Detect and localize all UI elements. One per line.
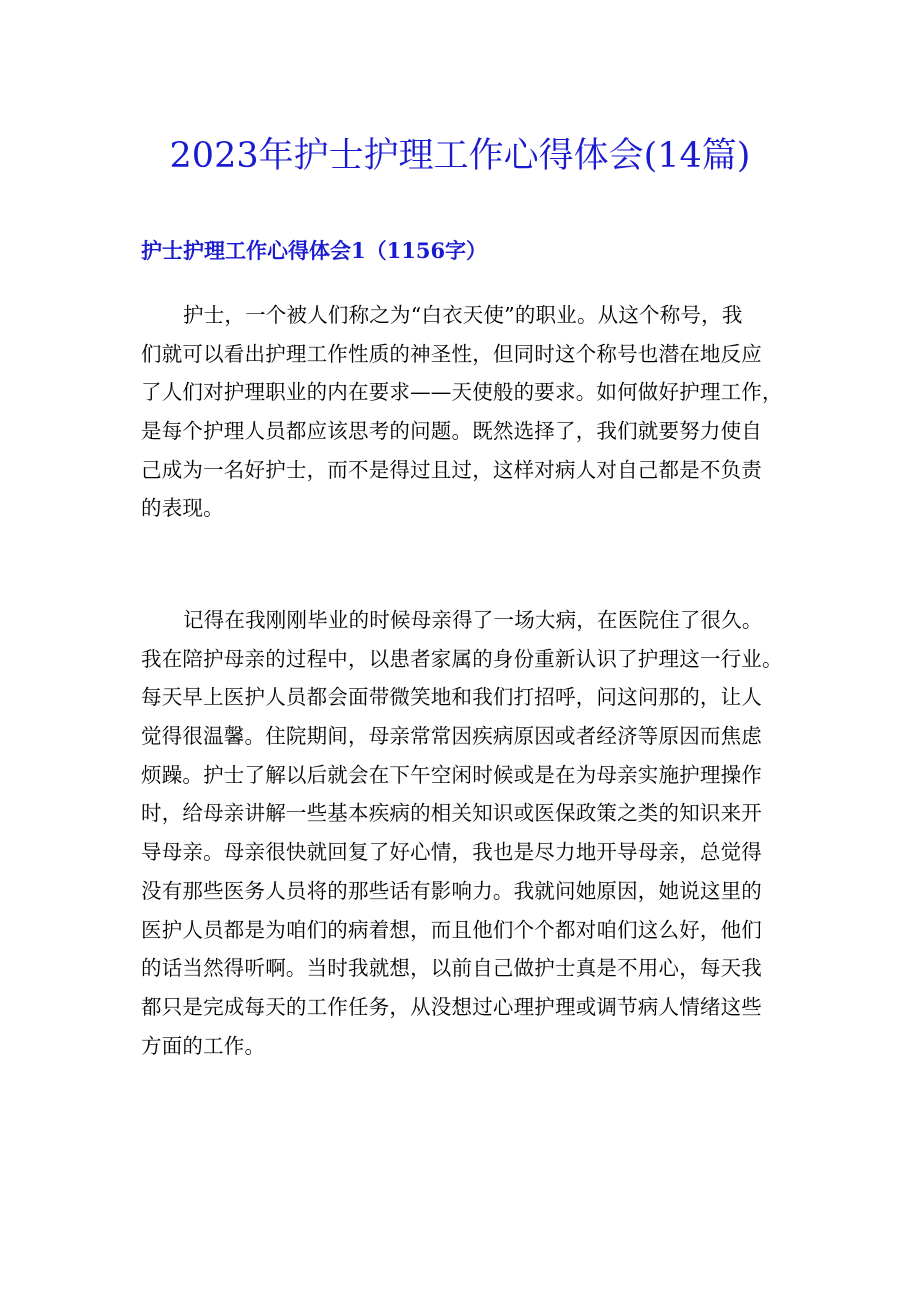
paragraph-line: 的话当然得听啊。当时我就想，以前自己做护士真是不用心，每天我: [141, 956, 762, 981]
paragraph-line: 了人们对护理职业的内在要求——天使般的要求。如何做好护理工作，: [141, 380, 783, 405]
paragraph-line: 是每个护理人员都应该思考的问题。既然选择了，我们就要努力使自: [141, 419, 762, 444]
paragraph-line: 己成为一名好护士，而不是得过且过，这样对病人对自己都是不负责: [141, 457, 762, 482]
paragraph-line: 导母亲。母亲很快就回复了好心情，我也是尽力地开导母亲，总觉得: [141, 840, 762, 865]
section-heading: 护士护理工作心得体会1（1156字）: [141, 238, 488, 263]
paragraph-line: 我在陪护母亲的过程中，以患者家属的身份重新认识了护理这一行业。: [141, 646, 783, 671]
paragraph-line: 医护人员都是为咱们的病着想，而且他们个个都对咱们这么好，他们: [141, 917, 762, 942]
paragraph-line: 烦躁。护士了解以后就会在下午空闲时候或是在为母亲实施护理操作: [141, 762, 762, 787]
paragraph-line: 时，给母亲讲解一些基本疾病的相关知识或医保政策之类的知识来开: [141, 801, 762, 826]
paragraph-line: 护士，一个被人们称之为“白衣天使”的职业。从这个称号，我: [183, 303, 743, 327]
paragraph-1: [141, 296, 801, 528]
paragraph-line: 觉得很温馨。住院期间，母亲常常因疾病原因或者经济等原因而焦虑: [141, 724, 762, 749]
paragraph-line: 每天早上医护人员都会面带微笑地和我们打招呼，问这问那的，让人: [141, 685, 762, 710]
paragraph-line: 都只是完成每天的工作任务，从没想过心理护理或调节病人情绪这些: [141, 994, 762, 1019]
paragraph-line: 们就可以看出护理工作性质的神圣性，但同时这个称号也潜在地反应: [141, 341, 762, 366]
paragraph-line: 方面的工作。: [141, 1033, 266, 1058]
document-title: 2023年护士护理工作心得体会(14篇): [169, 136, 751, 176]
paragraph-line: 没有那些医务人员将的那些话有影响力。我就问她原因，她说这里的: [141, 878, 762, 903]
paragraph-line: 记得在我刚刚毕业的时候母亲得了一场大病，在医院住了很久。: [183, 608, 763, 632]
paragraph-line: 的表现。: [141, 496, 224, 521]
paragraph-2: [141, 601, 801, 1065]
